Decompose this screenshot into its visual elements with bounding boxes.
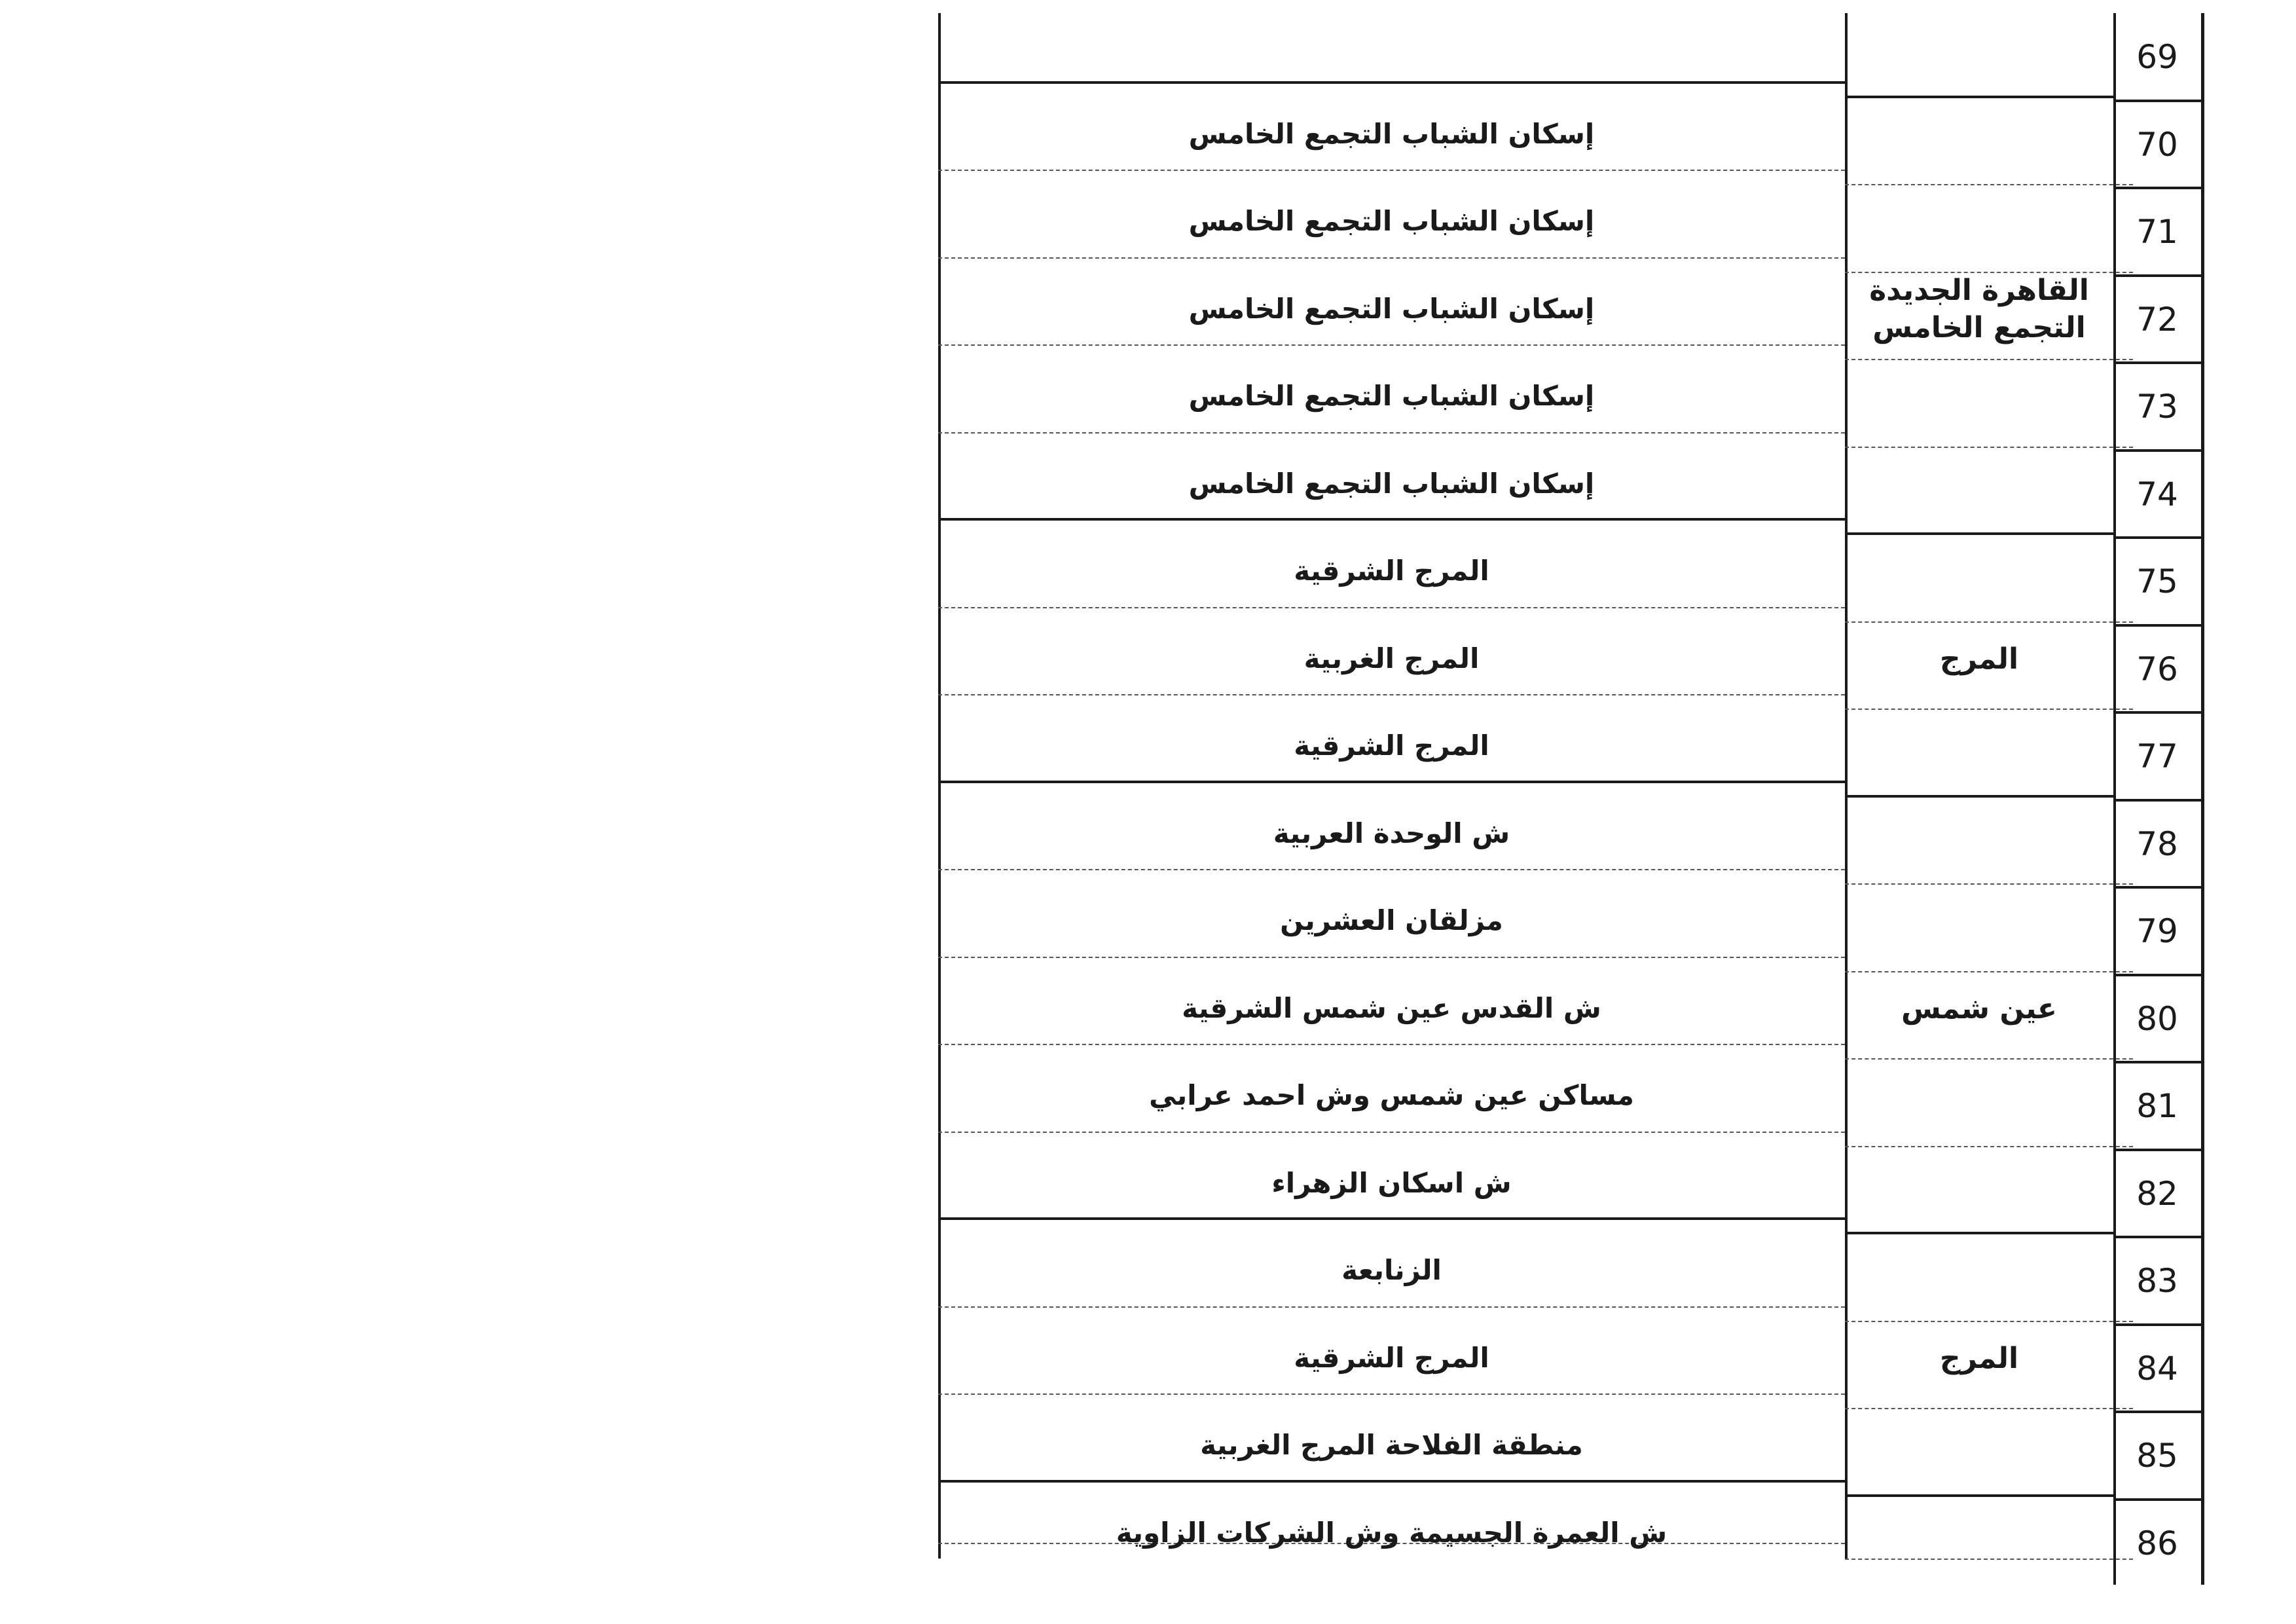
- row-divider-dashed-district: [1845, 447, 2133, 448]
- number-row-divider: [2113, 274, 2204, 277]
- row-number: 82: [2136, 1174, 2178, 1213]
- row-number: 86: [2136, 1524, 2178, 1562]
- row-number: 79: [2136, 912, 2178, 950]
- row-divider-dashed-district: [1845, 1321, 2133, 1322]
- table-border-left: [938, 13, 941, 1559]
- row-number: 70: [2136, 125, 2178, 164]
- street-name: إسكان الشباب التجمع الخامس: [1188, 380, 1595, 412]
- row-number: 69: [2136, 38, 2178, 76]
- street-name: إسكان الشباب التجمع الخامس: [1188, 292, 1595, 325]
- row-divider-dashed-district: [1845, 184, 2133, 185]
- row-divider-dashed-district: [1845, 1146, 2133, 1147]
- group-divider-district: [1845, 795, 2113, 798]
- row-divider-dashed: [938, 957, 1845, 958]
- number-row-divider: [2113, 886, 2204, 889]
- row-divider-dashed-district: [1845, 1408, 2133, 1409]
- row-divider-dashed-district: [1845, 883, 2133, 885]
- street-name: إسكان الشباب التجمع الخامس: [1188, 205, 1595, 237]
- row-divider-dashed: [938, 344, 1845, 346]
- row-number: 76: [2136, 650, 2178, 688]
- group-divider: [938, 781, 1848, 783]
- number-row-divider: [2113, 187, 2204, 189]
- street-name: ش الوحدة العربية: [1273, 817, 1510, 849]
- number-row-divider: [2113, 624, 2204, 627]
- street-name: المرج الشرقية: [1294, 555, 1489, 587]
- row-number: 80: [2136, 999, 2178, 1038]
- street-name: مساكن عين شمس وش احمد عرابي: [1149, 1079, 1634, 1111]
- row-divider-dashed-district: [1845, 971, 2133, 972]
- number-row-divider: [2113, 974, 2204, 976]
- row-divider-dashed: [938, 1306, 1845, 1308]
- group-divider-district: [1845, 96, 2113, 98]
- row-number: 71: [2136, 213, 2178, 251]
- row-number: 77: [2136, 737, 2178, 775]
- street-name: ش اسكان الزهراء: [1271, 1166, 1512, 1199]
- number-row-divider: [2113, 799, 2204, 802]
- row-number: 81: [2136, 1087, 2178, 1125]
- street-name: ش العمرة الجسيمة وش الشركات الزاوية: [1116, 1516, 1667, 1549]
- row-divider-dashed: [938, 869, 1845, 870]
- number-row-divider: [2113, 361, 2204, 364]
- street-name: ش القدس عين شمس الشرقية: [1182, 991, 1601, 1024]
- group-divider: [938, 1217, 1848, 1220]
- column-divider-district: [1845, 13, 1848, 1559]
- street-name: الزنابعة: [1341, 1254, 1442, 1286]
- row-divider-dashed-district: [1845, 621, 2133, 623]
- number-row-divider: [2113, 1061, 2204, 1063]
- row-number: 75: [2136, 563, 2178, 600]
- row-divider-dashed: [938, 694, 1845, 695]
- number-row-divider: [2113, 1323, 2204, 1326]
- district-name: القاهرة الجديدة التجمع الخامس: [1869, 274, 2089, 345]
- row-divider-dashed: [938, 1393, 1845, 1395]
- row-number: 84: [2136, 1349, 2178, 1388]
- row-number: 85: [2136, 1437, 2178, 1475]
- group-divider-district: [1845, 532, 2113, 535]
- group-divider: [938, 518, 1848, 521]
- row-number: 73: [2136, 388, 2178, 426]
- group-divider: [938, 81, 1848, 84]
- row-divider-dashed-district: [1845, 359, 2133, 360]
- row-divider-dashed: [938, 1132, 1845, 1133]
- number-row-divider: [2113, 711, 2204, 714]
- street-name: إسكان الشباب التجمع الخامس: [1188, 117, 1595, 150]
- street-name: إسكان الشباب التجمع الخامس: [1188, 467, 1595, 500]
- row-divider-dashed: [938, 432, 1845, 434]
- table-bottom-dashed-district: [1845, 1559, 2133, 1560]
- group-divider: [938, 1480, 1848, 1483]
- number-row-divider: [2113, 449, 2204, 452]
- number-row-divider: [2113, 100, 2204, 102]
- number-row-divider: [2113, 1149, 2204, 1151]
- number-row-divider: [2113, 1498, 2204, 1501]
- row-divider-dashed: [938, 1044, 1845, 1045]
- district-name: المرج: [1939, 642, 2019, 676]
- row-divider-dashed-district: [1845, 709, 2133, 710]
- row-number: 72: [2136, 300, 2178, 339]
- group-divider-district: [1845, 1494, 2113, 1497]
- number-row-divider: [2113, 1236, 2204, 1238]
- street-name: المرج الغربية: [1303, 642, 1480, 674]
- row-divider-dashed: [938, 607, 1845, 608]
- district-name: المرج: [1939, 1342, 2019, 1376]
- street-name: المرج الشرقية: [1294, 1341, 1489, 1374]
- row-number: 83: [2136, 1262, 2178, 1300]
- row-divider-dashed: [938, 257, 1845, 259]
- row-divider-dashed-district: [1845, 1058, 2133, 1060]
- row-number: 78: [2136, 824, 2178, 863]
- number-row-divider: [2113, 1411, 2204, 1413]
- street-name: منطقة الفلاحة المرج الغربية: [1200, 1429, 1583, 1461]
- group-divider-district: [1845, 1232, 2113, 1234]
- street-name: مزلقان العشرين: [1280, 904, 1503, 936]
- street-name: المرج الشرقية: [1294, 729, 1489, 762]
- district-name: عين شمس: [1901, 992, 2057, 1026]
- row-divider-dashed: [938, 170, 1845, 171]
- number-row-divider: [2113, 536, 2204, 539]
- row-number: 74: [2136, 475, 2178, 513]
